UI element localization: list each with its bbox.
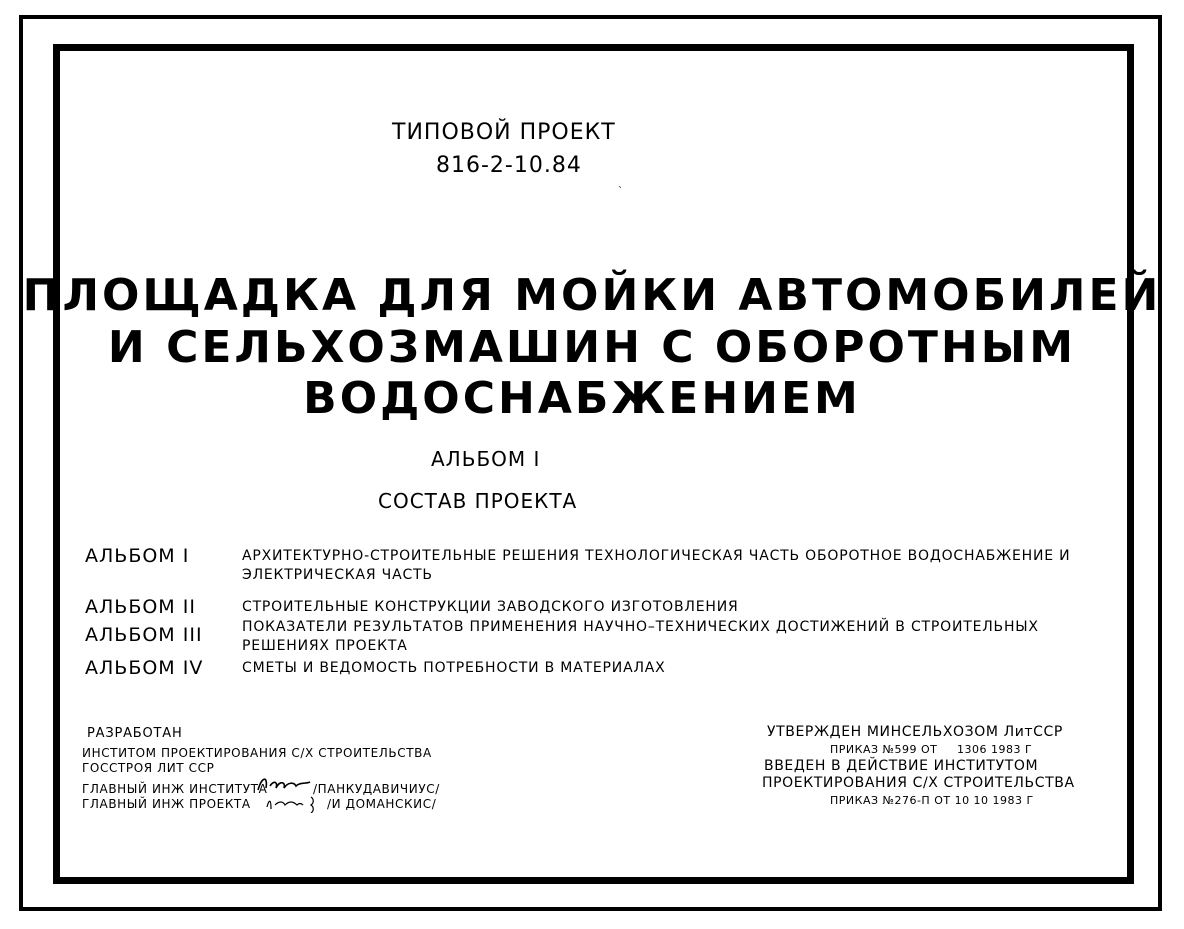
album-3-name: АЛЬБОМ III — [85, 624, 203, 646]
approved-line-2: ВВЕДЕН В ДЕЙСТВИЕ ИНСТИТУТОМ — [764, 758, 1039, 774]
developed-institute: ИНСТИТОМ ПРОЕКТИРОВАНИЯ С/Х СТРОИТЕЛЬСТВА — [82, 746, 432, 760]
album-3-description: ПОКАЗАТЕЛИ РЕЗУЛЬТАТОВ ПРИМЕНЕНИЯ НАУЧНО–ТЕХНИЧЕСКИХ ДОСТИЖЕНИЙ В СТРОИТЕЛЬНЫХ РЕШЕНИЯХ ПРОЕКТА — [242, 619, 1039, 654]
approved-order-1-label: ПРИКАЗ №599 ОТ — [830, 743, 938, 756]
signature-project — [265, 791, 325, 813]
chief-engineer-institute-name: /ПАНКУДАВИЧИУС/ — [313, 782, 440, 796]
album-1-name: АЛЬБОМ I — [85, 545, 190, 567]
title-line-2: И СЕЛЬХОЗМАШИН С ОБОРОТНЫМ — [107, 322, 1077, 373]
album-4-description: СМЕТЫ И ВЕДОМОСТЬ ПОТРЕБНОСТИ В МАТЕРИАЛАХ — [242, 660, 666, 676]
stray-mark: ` — [618, 186, 623, 197]
album-heading: АЛЬБОМ I — [431, 447, 541, 471]
album-1-description: АРХИТЕКТУРНО-СТРОИТЕЛЬНЫЕ РЕШЕНИЯ ТЕХНОЛОГИЧЕСКАЯ ЧАСТЬ ОБОРОТНОЕ ВОДОСНАБЖЕНИЕ И ЭЛЕКТРИЧЕСКАЯ ЧАСТЬ — [242, 548, 1071, 583]
project-number: 816-2-10.84 — [436, 153, 582, 178]
developed-agency: ГОССТРОЯ ЛИТ ССР — [82, 761, 215, 775]
approved-line-1: УТВЕРЖДЕН МИНСЕЛЬХОЗОМ ЛитССР — [767, 724, 1063, 740]
title-line-3: ВОДОСНАБЖЕНИЕМ — [303, 373, 861, 424]
composition-heading: СОСТАВ ПРОЕКТА — [378, 489, 578, 513]
project-type-label: ТИПОВОЙ ПРОЕКТ — [392, 120, 616, 145]
chief-engineer-institute-label: ГЛАВНЫЙ ИНЖ ИНСТИТУТА — [82, 782, 268, 796]
chief-engineer-project-label: ГЛАВНЫЙ ИНЖ ПРОЕКТА — [82, 797, 251, 811]
album-2-name: АЛЬБОМ II — [85, 596, 196, 618]
chief-engineer-project-name: /И ДОМАНСКИС/ — [327, 797, 437, 811]
approved-line-3: ПРОЕКТИРОВАНИЯ С/Х СТРОИТЕЛЬСТВА — [762, 775, 1075, 791]
approved-order-1-date: 1306 1983 Г — [957, 743, 1033, 756]
album-4-name: АЛЬБОМ IV — [85, 657, 204, 679]
approved-order-2: ПРИКАЗ №276-П ОТ 10 10 1983 Г — [830, 794, 1034, 807]
title-line-1: ПЛОЩАДКА ДЛЯ МОЙКИ АВТОМОБИЛЕЙ — [22, 270, 1162, 321]
album-2-description: СТРОИТЕЛЬНЫЕ КОНСТРУКЦИИ ЗАВОДСКОГО ИЗГОТОВЛЕНИЯ — [242, 599, 739, 615]
developed-title: РАЗРАБОТАН — [87, 726, 183, 741]
